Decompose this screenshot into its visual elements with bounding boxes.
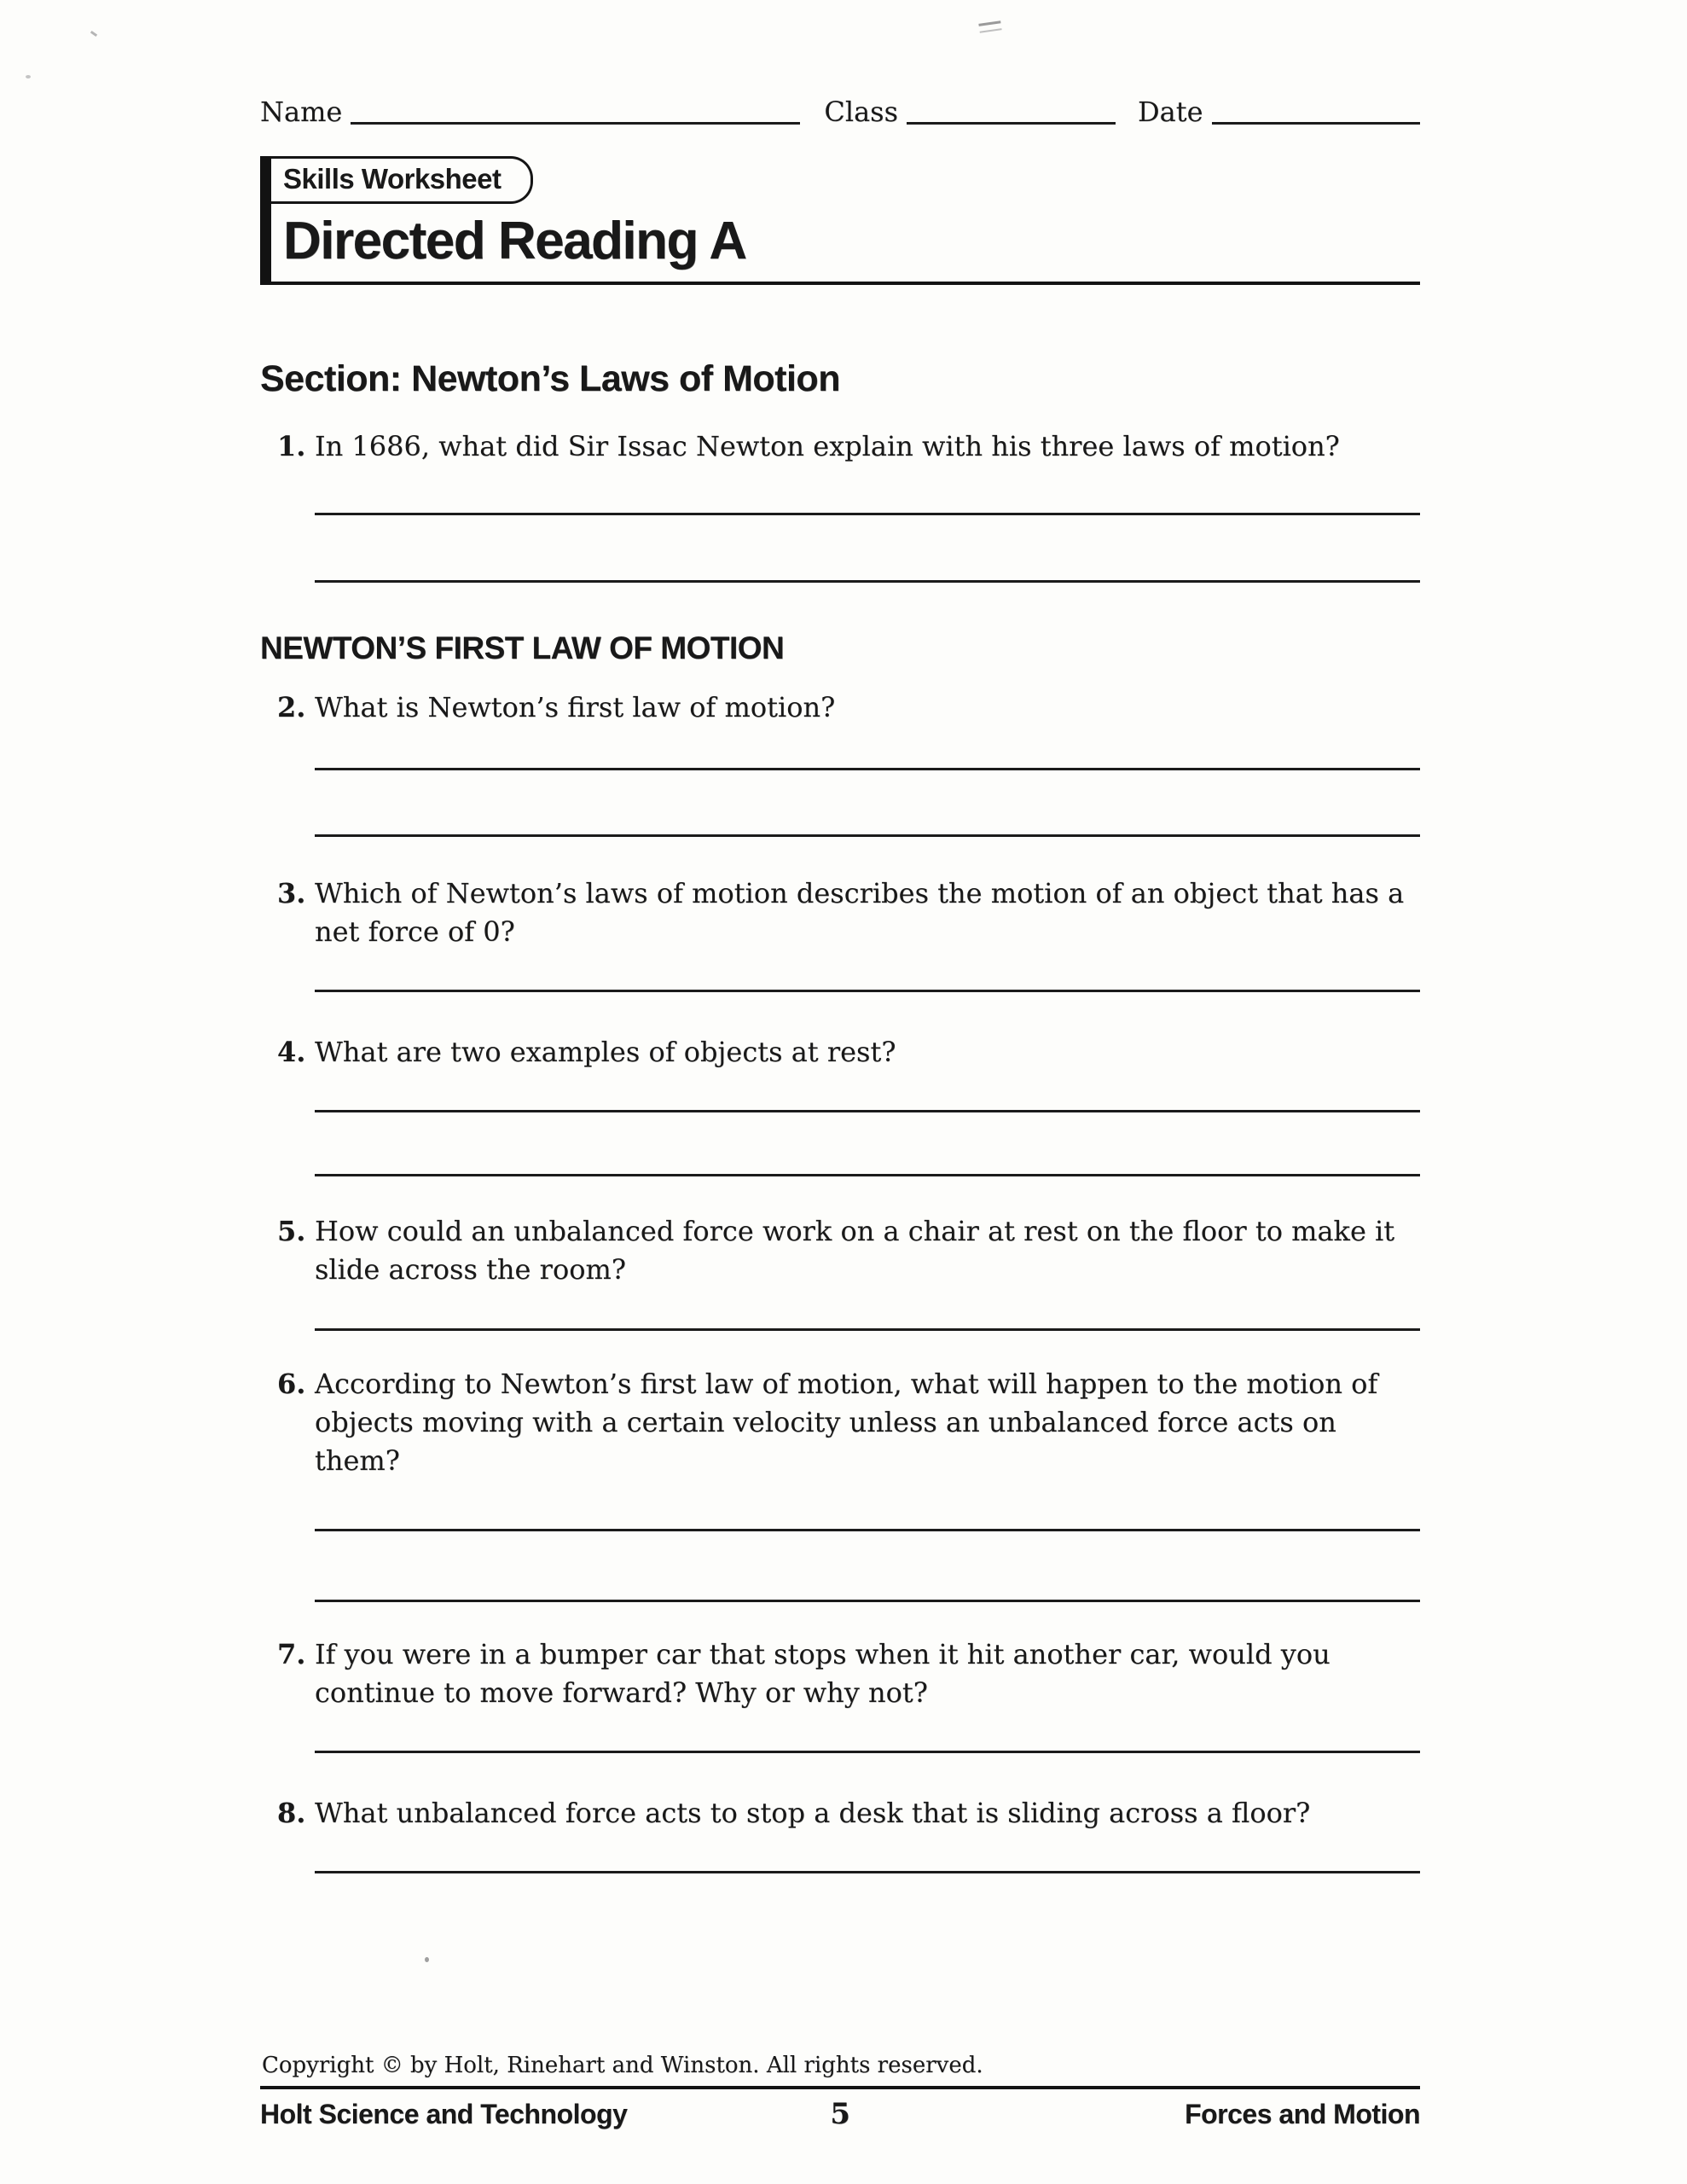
footer-rule (260, 2086, 1420, 2089)
footer-book-title: Holt Science and Technology (260, 2099, 628, 2129)
scan-artifact (90, 31, 97, 37)
question-5 (277, 1212, 1420, 1289)
scan-artifact (425, 1957, 429, 1962)
answer-line (315, 834, 1420, 837)
scan-artifact (26, 75, 31, 78)
name-blank-line (351, 119, 800, 125)
answer-line (315, 1328, 1420, 1331)
footer-page-number: 5 (830, 2097, 850, 2131)
subsection-heading: NEWTON’S FIRST LAW OF MOTION (260, 630, 785, 665)
class-label: Class (824, 96, 898, 128)
date-blank-line (1212, 119, 1420, 125)
answer-area-1 (315, 513, 1420, 583)
question-text: What unbalanced force acts to stop a desk that is sliding across a floor? (315, 1797, 1311, 1829)
worksheet-banner (260, 156, 1420, 285)
class-blank-line (907, 119, 1116, 125)
student-info-header (260, 96, 1420, 128)
answer-line (315, 1529, 1420, 1531)
name-label: Name (260, 96, 343, 128)
page-footer (260, 2053, 1420, 2131)
banner-left-bar (260, 156, 271, 285)
question-text: What are two examples of objects at rest? (315, 1036, 896, 1068)
question-number: 1. (277, 430, 306, 462)
footer-chapter-title: Forces and Motion (1185, 2099, 1421, 2129)
question-number: 8. (277, 1797, 306, 1829)
question-text: In 1686, what did Sir Issac Newton explain with his three laws of motion? (315, 430, 1340, 462)
answer-line (315, 990, 1420, 992)
question-number: 5. (277, 1215, 306, 1247)
question-1 (277, 427, 1420, 466)
question-text: How could an unbalanced force work on a chair at rest on the floor to make it slide across the room? (315, 1215, 1395, 1286)
question-6 (277, 1365, 1420, 1480)
question-2 (277, 688, 1420, 727)
question-text: According to Newton’s first law of motion, what will happen to the motion of objects moving with a certain velocity unless an unbalanced force acts on them? (315, 1368, 1378, 1477)
question-7 (277, 1635, 1420, 1712)
scan-artifact (978, 20, 1001, 33)
page-title: Directed Reading A (283, 212, 746, 270)
worksheet-body (260, 358, 1420, 1873)
answer-line (315, 1871, 1420, 1873)
answer-area-8 (315, 1871, 1420, 1873)
answer-line (315, 1110, 1420, 1112)
question-number: 3. (277, 877, 306, 909)
question-3 (277, 874, 1420, 951)
title-rule (271, 282, 1420, 285)
answer-area-3 (315, 990, 1420, 992)
question-number: 2. (277, 691, 306, 723)
answer-line (315, 513, 1420, 515)
question-number: 4. (277, 1036, 306, 1068)
question-number: 7. (277, 1638, 306, 1670)
question-8 (277, 1794, 1420, 1833)
answer-area-5 (315, 1328, 1420, 1331)
date-label: Date (1138, 96, 1203, 128)
answer-line (315, 768, 1420, 770)
question-4 (277, 1033, 1420, 1072)
answer-line (315, 1600, 1420, 1602)
answer-area-2 (315, 768, 1420, 837)
section-heading: Section: Newton’s Laws of Motion (260, 358, 840, 399)
answer-area-4 (315, 1110, 1420, 1176)
question-number: 6. (277, 1368, 306, 1400)
question-text: Which of Newton’s laws of motion describes the motion of an object that has a net force of 0? (315, 877, 1405, 948)
question-text: If you were in a bumper car that stops when it hit another car, would you continue to move forward? Why or why not? (315, 1638, 1330, 1709)
question-text: What is Newton’s first law of motion? (315, 691, 836, 723)
answer-line (315, 580, 1420, 583)
kicker-tab: Skills Worksheet (271, 156, 533, 204)
answer-line (315, 1751, 1420, 1753)
answer-area-6 (315, 1529, 1420, 1602)
answer-line (315, 1174, 1420, 1176)
answer-area-7 (315, 1751, 1420, 1753)
copyright-notice: Copyright © by Holt, Rinehart and Winston. All rights reserved. (262, 2053, 983, 2078)
